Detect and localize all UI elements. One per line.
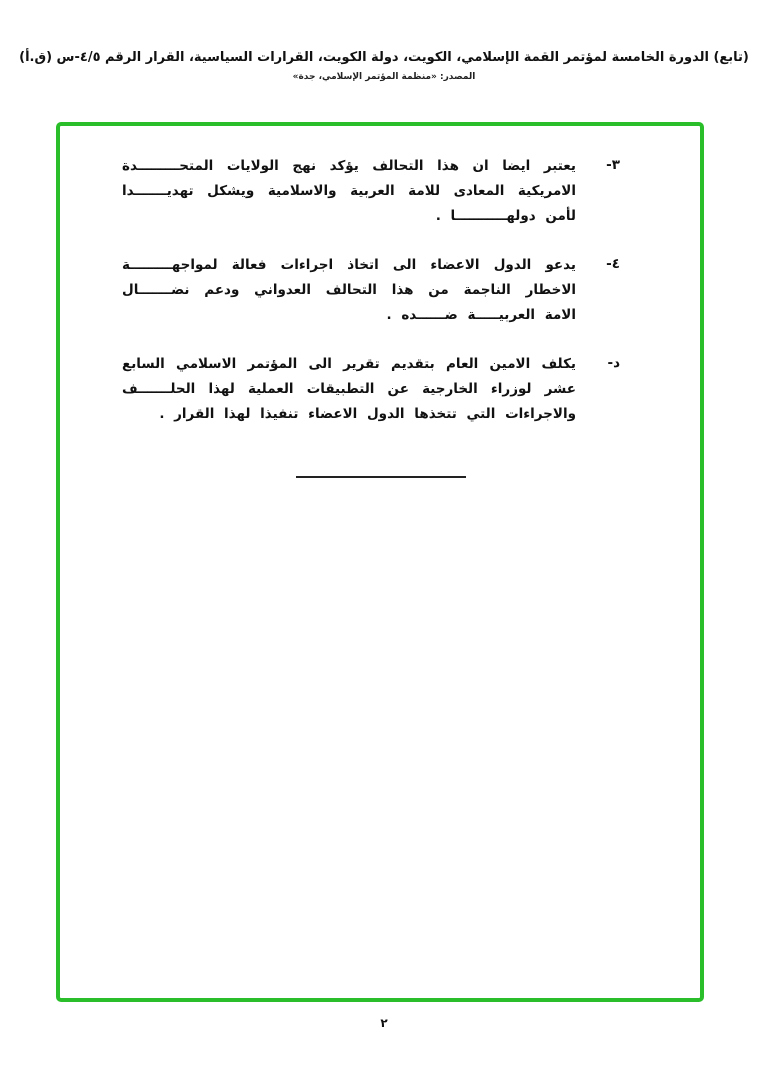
list-item [122,253,620,328]
list-item [122,154,620,229]
document-source-line: المصدر: «منظمة المؤتمر الإسلامي، جدة» [292,72,476,82]
content-frame [56,122,704,1002]
document-title: (تابع) الدورة الخامسة لمؤتمر القمة الإسلامي، الكويت، دولة الكويت، القرارات السياسية، القرار الرقم ٤/٥-س (ق.أ) [19,50,749,65]
item-text: يعتبر ايضا ان هذا التحالف يؤكد نهج الولايات المتحـــــــــدة الامريكية المعادى للامة العربية والاسلامية ويشكل تهديـــــــدا لأمن دولهـــــــــــا . [122,158,576,224]
item-marker: ٣- [606,157,620,173]
item-marker: ٤- [606,255,620,272]
item-text: يكلف الامين العام بتقديم تقرير الى المؤتمر الاسلامي السابع عشر لوزراء الخارجية عن التطبيقات العملية لهذا الحلـــــــف والاجراءات التي تتخذها الدول الاعضاء تنفيذا لهذا القرار . [122,355,576,422]
resolution-text-block [122,154,620,451]
item-marker: د- [607,354,620,371]
item-text: يدعو الدول الاعضاء الى اتخاذ اجراءات فعالة لمواجهـــــــــة الاخطار الناجمة من هذا التحالف العدواني ودعم نضـــــــال الامة العربيـــــة ضــــــده . [122,256,576,323]
page-footer [0,1016,768,1030]
page-header [0,50,768,82]
list-item [122,352,620,427]
page-number: ٢ [380,1016,388,1030]
section-divider [296,476,466,478]
